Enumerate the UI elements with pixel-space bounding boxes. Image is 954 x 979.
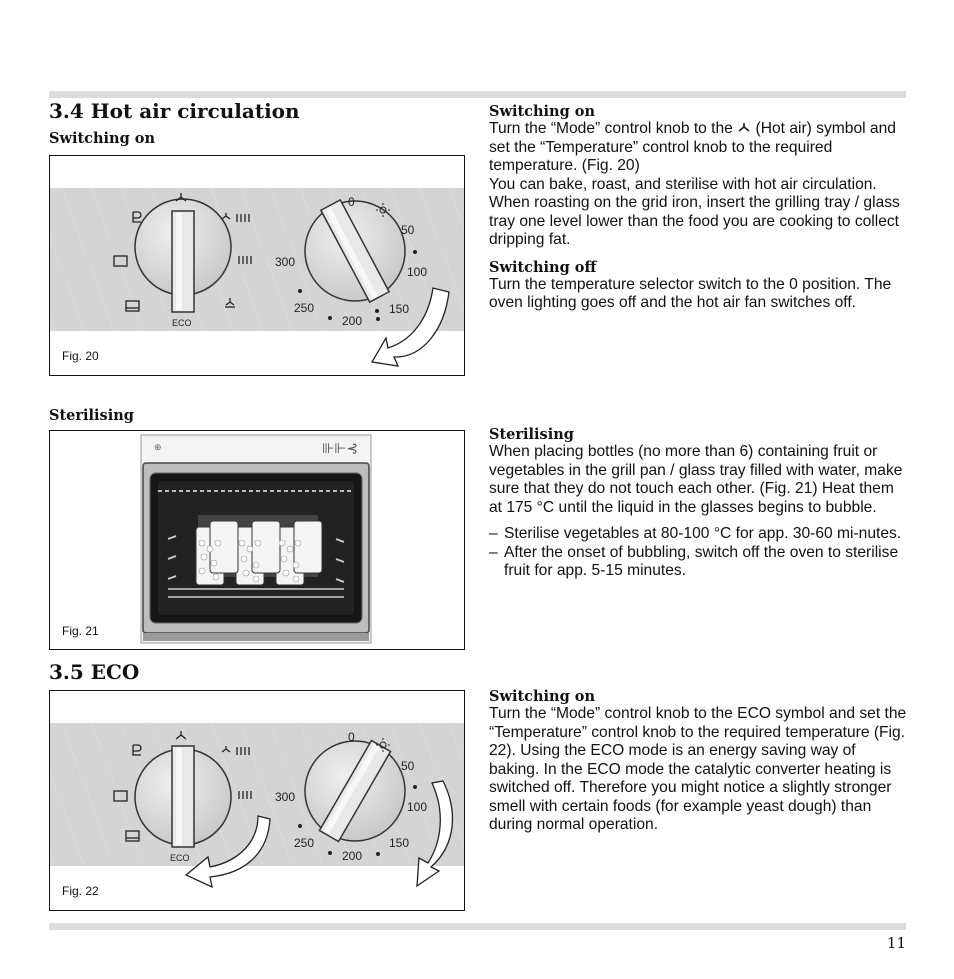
temp-50: 50 [401, 223, 415, 237]
sterilising-heading: Sterilising [489, 426, 574, 443]
switching-on-heading-left: Switching on [49, 130, 155, 147]
top-rule [49, 91, 906, 98]
switching-on-line3: When roasting on the grid iron, insert the grilling tray / glass tray one level lower than the food you are cooking to collect dripping fat. [489, 194, 900, 248]
switching-on-text-b: (Hot air) symbol and set the “Temperature” control knob to the required temperature. (Fig. 20) [489, 120, 896, 174]
eco-label: ECO [172, 318, 192, 328]
page-number: 11 [886, 934, 906, 952]
fig-21-label: Fig. 21 [62, 624, 99, 638]
temp-200-22: 200 [342, 849, 363, 863]
eco-label-22: ECO [170, 853, 190, 863]
switching-on-text [489, 120, 907, 176]
figure-22 [49, 690, 465, 911]
oven-bottles-illustration [50, 431, 464, 649]
right-switching-on-block [489, 103, 907, 313]
section-35-title: 3.5 ECO [49, 660, 140, 684]
svg-text:⊕: ⊕ [154, 442, 162, 452]
temp-50-22: 50 [401, 759, 415, 773]
svg-text:⊪⊩⊰: ⊪⊩⊰ [322, 440, 359, 456]
switching-off-text: Turn the temperature selector switch to the 0 position. The oven lighting goes off and the hot air fan switches off. [489, 275, 892, 311]
temp-300-22: 300 [275, 790, 296, 804]
eco-switching-on-heading: Switching on [489, 688, 595, 705]
eco-switching-on-text: Turn the “Mode” control knob to the ECO symbol and set the “Temperature” control knob to the required temperature (Fig. 22). Using the ECO mode is an energy saving way of baking. In the ECO mode the catalytic converter heating is switched off. Therefore you might notice a slightly stronger smell with certain foods (for example yeast dough) than during normal operation. [489, 705, 907, 833]
switching-off-heading: Switching off [489, 258, 597, 276]
figure-20 [49, 155, 465, 376]
control-panel-illustration-22 [50, 691, 464, 910]
temp-0-22: 0 [348, 730, 355, 744]
fig-22-label: Fig. 22 [62, 884, 99, 898]
sterilising-list [489, 525, 907, 581]
temp-200: 200 [342, 314, 363, 328]
right-sterilising-block [489, 426, 907, 581]
section-34-title: 3.4 Hot air circulation [49, 99, 300, 123]
temp-250-22: 250 [294, 836, 315, 850]
switching-on-text-a: Turn the “Mode” control knob to the [489, 120, 733, 137]
control-panel-illustration-20 [50, 156, 464, 375]
sterilising-text: When placing bottles (no more than 6) containing fruit or vegetables in the grill pan / glass tray filled with water, make sure that they do not touch each other. (Fig. 21) Heat them at 175 °C until the liquid in the glasses begins to bubble. [489, 443, 903, 516]
temp-150-22: 150 [389, 836, 410, 850]
temp-100: 100 [407, 265, 428, 279]
temp-0: 0 [348, 195, 355, 209]
sterilising-heading-left: Sterilising [49, 407, 134, 424]
list-item: – After the onset of bubbling, switch off the oven to sterilise fruit for app. 5-15 minutes. [489, 544, 907, 581]
fig-20-label: Fig. 20 [62, 349, 99, 363]
hot-air-fan-icon [737, 122, 751, 134]
temp-150: 150 [389, 302, 410, 316]
temp-250: 250 [294, 301, 315, 315]
switching-on-line2: You can bake, roast, and sterilise with hot air circulation. [489, 175, 877, 193]
list-item-text: After the onset of bubbling, switch off the oven to sterilise fruit for app. 5-15 minutes. [504, 543, 899, 579]
right-eco-block [489, 688, 907, 835]
list-item: – Sterilise vegetables at 80-100 °C for app. 30-60 mi-nutes. [489, 525, 907, 544]
list-item-text: Sterilise vegetables at 80-100 °C for app. 30-60 mi-nutes. [504, 525, 902, 542]
temp-300: 300 [275, 255, 296, 269]
figure-21 [49, 430, 465, 650]
temp-100-22: 100 [407, 800, 428, 814]
switching-on-heading: Switching on [489, 103, 595, 120]
bottom-rule [49, 923, 906, 930]
